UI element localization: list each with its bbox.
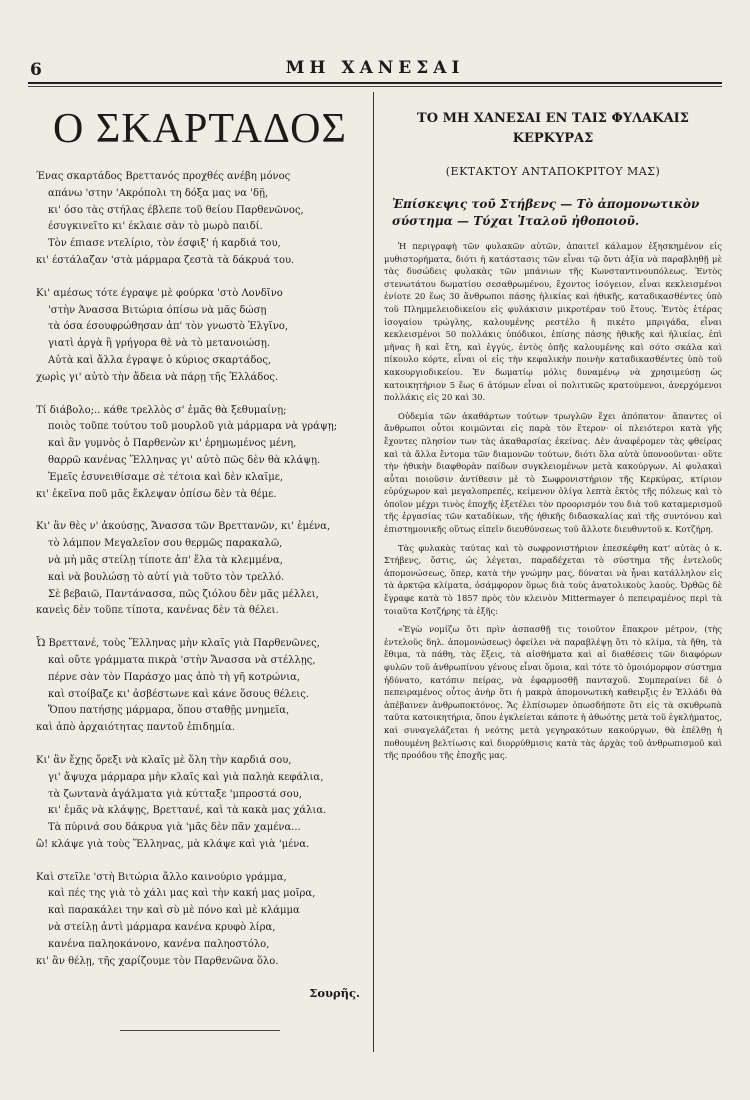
- running-title: ΜΗ ΧΑΝΕΣΑΙ: [285, 58, 465, 78]
- article-paragraph: Οὐδεμία τῶν ἀκαθάρτων τούτων τρωγλῶν ἔχει ἀπόπατον· ἅπαντες οἱ ἄνθρωποι οὗτοι κοιμῶνται εἰς παρὰ τὸν ἕτερον· οἱ πλειότεροι κατὰ γῆς ἔχοντες πλησίον των τὰς ἀκαθαρσίας ἐκείνας. Δὲν ἀναφέρομεν τὰς φθείρας καὶ τὰ ἄλλα ἔντομα τῶν διαμονῶν τούτων, διότι ὅλα αὐτὰ ὑπονοοῦνται· οὔτε τὴν ἠθικὴν διαφθορὰν παίδων συγκλειομένων μετὰ κακούργων. Αἱ φυλακαὶ αὗται ποιοῦσιν ἀντίθεσιν μὲ τὸ Σωφρονιστήριον τῆς Κερκύρας, κτίριον εὐρύχωρον καὶ μεγαλοπρεπές, κείμενον ὀλίγα λεπτὰ ἐκτὸς τῆς πόλεως καὶ τὸ ὁποῖον μέχρι τινὸς ἐποχῆς ἐξετέλει τὸν προορισμόν του διὰ τοῦ καταμερισμοῦ τῆς ἐργασίας τῶν καταδίκων, τῆς ἠθικῆς διδασκαλίας καὶ τῆς συντόνου καὶ ἐπιστημονικῆς οὕτως εἰπεῖν διευθύνσεως τοῦ ἄλλοτε διευθυντοῦ κ. Κοτζήρη.: [384, 410, 722, 535]
- poem-stanza: [36, 636, 364, 737]
- poem-verse: Σὲ βεβαιῶ, Παντάνασσα, πῶς ζιόλου δὲν μᾶς μέλλει,: [48, 588, 319, 600]
- poem-verse: Τί διάβολο;.. κάθε τρελλὸς σ' ἐμᾶς θὰ ξεθυμαίνῃ;: [36, 404, 287, 416]
- poem-verse: καὶ πές της γιὰ τὸ χάλι μας καὶ τὴν κακή μας μοῖρα,: [48, 888, 316, 900]
- article-body: [384, 240, 722, 762]
- poem-verse: Κι' αμέσως τότε έγραψε μὲ φούρκα 'στὸ Λονδῖνο: [36, 287, 283, 299]
- article-paragraph: Ἡ περιγραφὴ τῶν φυλακῶν αὐτῶν, ἀπαιτεῖ κάλαμον ἐξησκημένον εἰς μυθιστορήματα, διότι ἡ κατάστασις τῶν εἶναι τῷ ὄντι ἀξία νὰ παραβληθῇ μὲ τὰς δυσώδεις φυλακὰς τῶν μπάνιων τῆς Κωνσταντινουπόλεως. Ἐντὸς στενωτάτου δωματίου σεσαθρωμένου, ἔχοντος ἰσόγειον, εἶναι κεκλεισμένοι ἐνίοτε 20 ἕως 30 ἄνθρωποι πάσης ἡλικίας καὶ ἠθικῆς, καταδικασθέντες ὑπὸ τοῦ Πλημμελειοδικείου εἰς φυλάκισιν μικροτέραν τοῦ ἔτους. Ἐντὸς ἑτέρας ἰσογαίου τρώγλης, καλουμένης ρεστέλο ἢ πικέτο μπριγάδα, εἶναι κεκλεισμένοι 50 πολλάκις ὑπόδικοι, ἐπίσης πάσης ἠθικῆς καὶ ἡλικίας, ἐπὶ μῆνας ἢ καὶ ἔτη, καὶ ἐγγύς, ἐντὸς ὀπῆς καλουμένης καὶ σότο σκάλα καὶ πίκουλο κόρτε, εἶναι οἱ εἰς τὴν κεφαλικὴν ποινὴν καταδικασθέντες ὑπὸ τοῦ κακουργιοδικείου. Ἐν δωματίῳ μόλις δυναμένῳ νὰ χρησιμεύσῃ ὡς κατοικητήριον 5 ἕως 6 ἀτόμων εἶναι οἱ πολιτικῶς κρατούμενοι, ἀνερχόμενοι πολλάκις εἰς 20 καὶ 30.: [384, 241, 722, 403]
- poem-title: Ο ΣΚΑΡΤΑΔΟΣ: [53, 106, 347, 152]
- poem-verse: κι' όσο τὰς στήλας έβλεπε τοῦ θείου Παρθενῶνος,: [48, 204, 304, 216]
- article-heading: [384, 109, 722, 149]
- poem-verse: πέρνε σὰν τὸν Παράσχο μας ἀπὸ τὴ γῆ κοτρώνια,: [48, 671, 301, 683]
- poem-verse: Κι' ἂν θὲς ν' ἀκούσῃς, Ἄνασσα τῶν Βρεττανῶν, κι' ἐμένα,: [36, 521, 331, 533]
- poem-verse: κανένα παληοκάνονο, κανένα παληοστόλο,: [48, 938, 270, 950]
- article-paragraph: «Ἐγὼ νομίζω ὅτι πρὶν ἀσπασθῇ τις τοιοῦτον ἔπακρον μέτρον, (τὴς ἐντελοῦς δηλ. ἀπομονώσεως) ὀφείλει νὰ παραβλέψῃ ὅτι τὸ κλίμα, τὰ ἤθη, τὰ ἔθιμα, τὰ πάθη, τὰς ἕξεις, τὰ αἰσθήματα καὶ αἱ διαθέσεις τῶν διαφόρων φυλῶν τοῦ ἀνθρωπίνου γένους εἶναι ὅμοια, καὶ τότε τὸ ὁμοιόμορφον σύστημα ἠδύνατο, κατόπιν πείρας, νὰ ἐφαρμοσθῇ πανταχοῦ. Συμπεραίνει δὲ ὁ πεπειραμένος οὗτος ἀνὴρ ὅτι ἡ μακρὰ ἀπομονωτικὴ καθειρξις ἐν Ἑλλάδι θὰ ἀπέβαινεν ἀνθρωποκτόνος. Ἄς ἐλπίσωμεν ὁπωσδήποτε ὅτι εἰς τὰ σκυθρωπὰ ταῦτα κατοικητήρια, ὅπου ἐγκλείεται κάποτε ἡ ἀθωότης μετὰ τοῦ ἐγκλήματος, καὶ συναγελάζεται ἡ νεότης μετὰ γεγηρακότων κακούργων, θὰ ἐπέλθῃ ἡ ποθουμένη βελτίωσις καὶ διορρύθμισις κατὰ τὰς ἀρχὰς τοῦ ἀνθρωπισμοῦ καὶ τῆς προόδου τῆς ἐποχῆς μας.: [384, 624, 722, 761]
- poem-verse: καὶ παρακάλει την καὶ σὺ μὲ πόνο καὶ μὲ κλάμμα: [48, 905, 300, 917]
- poem-stanza: [36, 286, 364, 387]
- poem-verse: κι' ἂν θέλῃ, τῆς χαρίζουμε τὸν Παρθενῶνα ὅλο.: [36, 955, 279, 967]
- poem-column: [36, 95, 364, 1031]
- poem-stanza: [36, 169, 364, 270]
- poem-verse: κι' έστάλαζαν 'στὰ μάρμαρα ζεστὰ τὰ δάκρυά του.: [36, 254, 295, 266]
- header-rule: [28, 82, 722, 84]
- poem-verse: τὰ όσα έσουφρώθησαν ἀπ' τὸν γνωστὸ Ἐλγῖνο,: [48, 321, 289, 333]
- poem-verse: ποιὸς τοῦπε τούτου τοῦ μουρλοῦ γιὰ μάρμαρα νὰ γράψῃ;: [48, 421, 338, 433]
- poem-body: [36, 169, 364, 970]
- article-heading-line2: ΚΕΡΚΥΡΑΣ: [512, 131, 594, 146]
- poem-stanza: [36, 753, 364, 854]
- poem-verse: κι' ἐκεῖνα ποῦ μᾶς ἔκλεψαν ὀπίσω δὲν τὰ θέμε.: [36, 488, 277, 500]
- poem-verse: γι' ἄψυχα μάρμαρα μὴν κλαῖς καὶ γιὰ παληὰ κεφάλια,: [48, 771, 324, 783]
- poem-stanza: [36, 870, 364, 971]
- poem-verse: έσυγκινεῖτο κι' έκλαιε σὰν τὸ μωρὸ παιδί.: [48, 221, 263, 233]
- poem-verse: Ένας σκαρτάδος Βρεττανός προχθές ανέβη μόνος: [36, 171, 291, 182]
- article-heading-line1: ΤΟ ΜΗ ΧΑΝΕΣΑΙ ΕΝ ΤΑΙΣ ΦΥΛΑΚΑΙΣ: [417, 111, 689, 126]
- poem-verse: Καὶ στεῖλε 'στὴ Βιτώρια ἄλλο καινούριο γράμμα,: [36, 871, 287, 883]
- poem-stanza: [36, 403, 364, 504]
- poem-verse: καὶ νὰ βουλώσῃ τὸ αὐτί γιὰ τοῦτο τὸν τρελλό.: [48, 571, 285, 583]
- poem-verse: Ὦ Βρεττανέ, τοὺς Ἕλληνας μὴν κλαῖς γιὰ Παρθενῶνες,: [36, 638, 320, 650]
- poem-signature: Σουρῆς.: [309, 986, 360, 1001]
- article-section-title: Ἐπίσκεψις τοῦ Στήβενς — Τὸ ἀπομονωτικὸν σύστημα — Τύχαι Ἰταλοῦ ἠθοποιοῦ.: [392, 197, 700, 228]
- page-number: 6: [30, 60, 42, 80]
- poem-verse: απάνω 'στην 'Ακρόπολι τη δόξα μας να 'δῇ,: [48, 187, 269, 199]
- poem-verse: Κι' ἂν ἔχῃς ὄρεξι νὰ κλαῖς μὲ ὅλη τὴν καρδιά σου,: [36, 754, 292, 766]
- poem-verse: καὶ στοίβαζε κι' ἀσβέστωνε καὶ κάνε ὅσους θέλεις.: [48, 688, 309, 700]
- poem-verse: καὶ ἂν γυμνὸς ὁ Παρθενὼν κι' ἐρημωμένος μένη,: [48, 438, 297, 450]
- poem-verse: χωρὶς γι' αὐτὸ τὴν ἄδεια νὰ πάρῃ τῆς Ἑλλάδος.: [36, 371, 279, 383]
- poem-verse: καὶ ἀπὸ ἀρχαιότητας παντοῦ ἐπιδημία.: [36, 722, 236, 734]
- poem-verse: θαρρῶ κανένας Ἕλληνας γι' αὐτὸ πῶς δὲν θὰ κλάψῃ.: [48, 454, 321, 466]
- column-divider: [373, 92, 374, 1052]
- poem-verse: καὶ οὔτε γράμματα πικρὰ 'στὴν Ἄνασσα νὰ στέλλῃς,: [48, 654, 316, 666]
- poem-stanza: [36, 519, 364, 620]
- poem-verse: ὢ! κλάψε γιὰ τοὺς Ἕλληνας, μὰ κλάψε καὶ γιὰ 'μένα.: [36, 838, 310, 850]
- poem-verse: τὰ ζωντανὰ ἀγάλματα γιὰ κύτταξε 'μπροστά σου,: [48, 788, 302, 800]
- poem-verse: Ὅπου πατήσῃς μάρμαρα, ὅπου σταθῇς μνημεῖα,: [48, 705, 290, 717]
- poem-verse: Τὸν έπιασε ντελίριο, τὸν έσφιξ' ή καρδιά του,: [48, 238, 281, 250]
- article-column: [384, 95, 722, 762]
- article-subheading: (ΕΚΤΑΚΤΟΥ ΑΝΤΑΠΟΚΡΙΤΟΥ ΜΑΣ): [445, 165, 661, 178]
- poem-verse: γιατὶ ἀργὰ ἢ γρήγορα θὲ νὰ τὸ μετανοιώσῃ.: [48, 338, 271, 350]
- poem-verse: κι' ἐμᾶς νὰ κλάψῃς, Βρεττανέ, καὶ τὰ κακὰ μας χάλια.: [48, 805, 327, 817]
- poem-verse: νὰ μὴ μᾶς στείλῃ τίποτε ἀπ' ἔλα τὰ κλεμμένα,: [48, 554, 283, 566]
- poem-verse: νὰ στείλῃ ἀντὶ μάρμαρα κανένα κρυφὸ λίρα,: [48, 922, 276, 934]
- header-rule-thin: [28, 86, 722, 87]
- poem-verse: κανεὶς δὲν τοῦπε τίποτα, κανένας δὲν τὰ θέλει.: [36, 605, 279, 617]
- poem-verse: Ἐμεῖς ἐσυνειθίσαμε σὲ τέτοια καὶ δὲν κλαῖμε,: [48, 471, 284, 483]
- poem-verse: τὸ λάμπον Μεγαλεῖον σου θερμῶς παρακαλῶ,: [48, 538, 283, 550]
- poem-verse: Τὰ πύρινά σου δάκρυα γιὰ 'μᾶς δὲν πᾶν χαμένα...: [48, 822, 301, 834]
- article-paragraph: Τὰς φυλακὰς ταύτας καὶ τὸ σωφρονιστήριον ἐπεσκέφθη κατ' αὐτὰς ὁ κ. Στήβενς, ὅστις, ὡς λέγεται, παραδέχεται τὸ σύστημα τῆς ἐντελοῦς ἀπομονώσεως, ὅπερ, κατὰ τὴν γνώμην μας, δύναται νὰ ἦναι κατάλληλον εἰς τὰ ἀρκτῷα κλίματα, ὀσάμφορον ὅμως διὰ τοὺς ἀνατολικοὺς λαούς. Ὀρθῶς δὲ ἔγραφε κατὰ τὸ 1857 πρὸς τὸν κλεινὸν Mittermayer ὁ πεπειραμένος περὶ τὰ τοιαῦτα Κοτζήρης τὰ ἑξῆς:: [384, 542, 722, 616]
- poem-verse: Αὐτὰ καὶ ἄλλα έγραψε ὁ κύριος σκαρτάδος,: [48, 354, 272, 366]
- poem-verse: 'στὴν Άνασσα Βιτώρια όπίσω νὰ μᾶς δώσῃ: [48, 304, 267, 316]
- end-ornament-rule: [120, 1030, 280, 1031]
